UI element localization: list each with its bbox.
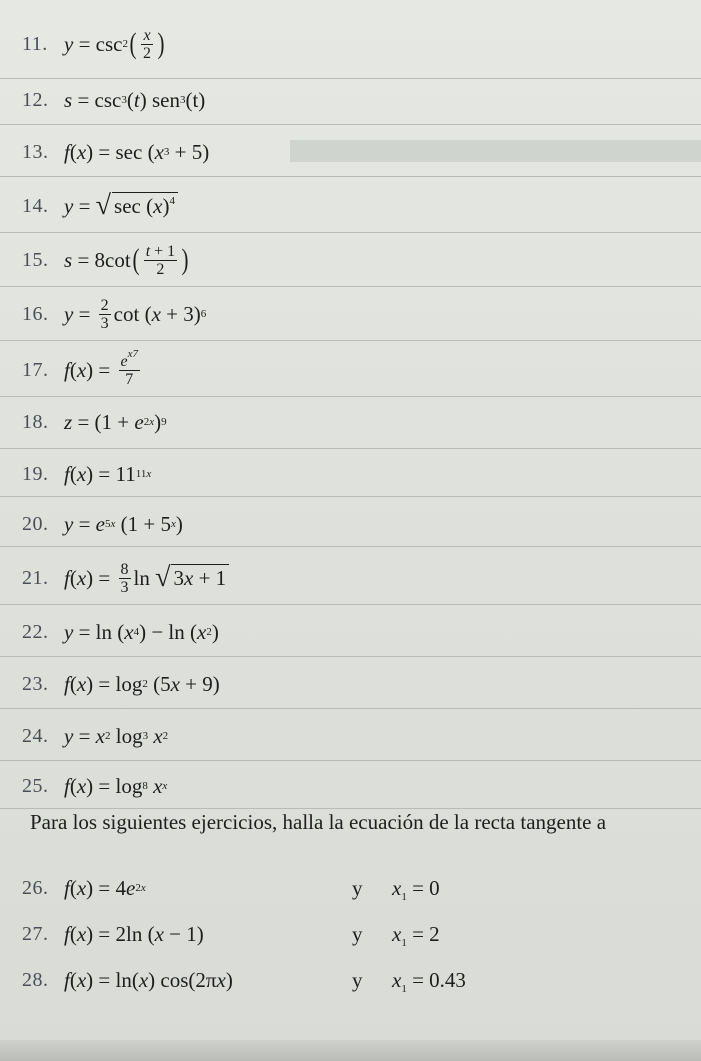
exercise-18: 18. z = (1 + e 2x ) 9 xyxy=(22,409,167,434)
row-divider xyxy=(0,656,701,657)
exercise-17: 17. f ( x ) = $\frac{e^{x7}}{7}$ xyxy=(22,348,682,392)
formula: f ( x ) = 2ln ( x − 1) xyxy=(64,921,204,946)
formula: y = x 2 log 3 x 2 xyxy=(64,723,169,748)
formula: f ( x ) = log 8 x x xyxy=(64,773,168,798)
row-divider xyxy=(0,124,701,125)
exercise-22: 22. y = ln ( x 4 ) − ln ( x 2 ) xyxy=(22,619,219,644)
page-edge-shadow xyxy=(0,1040,701,1061)
formula: y = ln ( x 4 ) − ln ( x 2 ) xyxy=(64,619,219,644)
exercise-13: 13. f ( x ) = sec ( x 3 + 5) xyxy=(22,139,210,164)
row-divider xyxy=(0,232,701,233)
formula: y = √ $\sec (x)^4$ xyxy=(64,192,178,220)
formula: f ( x ) = sec ( x 3 + 5) xyxy=(64,139,210,164)
point-condition: $x_1 = 2$ xyxy=(392,921,440,949)
exercise-12: 12. s = csc 3 ( t ) sen 3 (t) xyxy=(22,87,206,112)
row-divider xyxy=(0,604,701,605)
formula: y = $\frac{2}{3}$ cot ( x + 3) 6 xyxy=(64,296,207,332)
point-condition: $x_1 = 0.43$ xyxy=(392,967,466,995)
row-divider xyxy=(0,546,701,547)
formula: z = (1 + e 2x ) 9 xyxy=(64,409,167,434)
formula: f ( x ) = $\frac{8}{3}$ ln √ 3x + 1 xyxy=(64,561,229,596)
formula: y = e 5x (1 + 5 x ) xyxy=(64,511,183,536)
conjunction: y xyxy=(352,875,363,900)
row-divider xyxy=(0,286,701,287)
exercise-21: 21. f ( x ) = $\frac{8}{3}$ ln √ 3x + 1 xyxy=(22,556,682,600)
row-divider xyxy=(0,340,701,341)
row-divider xyxy=(0,496,701,497)
formula: s = 8cot ( $\frac{t + 1}{2}$ ) xyxy=(64,242,189,278)
formula: s = csc 3 ( t ) sen 3 (t) xyxy=(64,87,206,112)
row-divider xyxy=(0,448,701,449)
row-divider xyxy=(0,760,701,761)
exercise-19: 19. f ( x ) = 11 11x xyxy=(22,461,152,486)
conjunction: y xyxy=(352,967,363,992)
exercise-27: 27. f ( x ) = 2ln ( x − 1) y $x_1 = 2$ xyxy=(22,921,440,949)
exercise-24: 24. y = x 2 log 3 x 2 xyxy=(22,723,169,748)
row-divider xyxy=(0,176,701,177)
row-divider xyxy=(0,396,701,397)
row-divider xyxy=(0,708,701,709)
exercise-26: 26. f ( x ) = 4 e 2x y $x_1 = 0$ xyxy=(22,875,440,903)
formula: f ( x ) = ln( x ) cos(2π x ) xyxy=(64,967,233,992)
section-instruction: Para los siguientes ejercicios, halla la ecuación de la recta tangente a xyxy=(30,810,607,834)
formula: f ( x ) = log 2 (5 x + 9) xyxy=(64,671,220,696)
exercise-25: 25. f ( x ) = log 8 x x xyxy=(22,773,168,798)
row-divider xyxy=(0,808,701,809)
point-condition: $x_1 = 0$ xyxy=(392,875,440,903)
exercise-11: 11. y = csc 2 ( $\frac{x}{2}$ ) xyxy=(22,26,165,62)
exercise-20: 20. y = e 5x (1 + 5 x ) xyxy=(22,511,183,536)
exercise-15: 15. s = 8cot ( $\frac{t + 1}{2}$ ) xyxy=(22,242,189,278)
conjunction: y xyxy=(352,921,363,946)
formula: f ( x ) = 11 11x xyxy=(64,461,152,486)
formula: y = csc 2 ( $\frac{x}{2}$ ) xyxy=(64,26,165,62)
exercise-14: 14. y = √ $\sec (x)^4$ xyxy=(22,184,682,228)
exercise-16: 16. y = $\frac{2}{3}$ cot ( x + 3) 6 xyxy=(22,296,207,332)
exercise-23: 23. f ( x ) = log 2 (5 x + 9) xyxy=(22,671,220,696)
formula: f ( x ) = 4 e 2x xyxy=(64,875,146,900)
exercise-28: 28. f ( x ) = ln( x ) cos(2π x ) y $x_1 = 0.43$ xyxy=(22,967,466,995)
formula: f ( x ) = $\frac{e^{x7}}{7}$ xyxy=(64,347,139,388)
